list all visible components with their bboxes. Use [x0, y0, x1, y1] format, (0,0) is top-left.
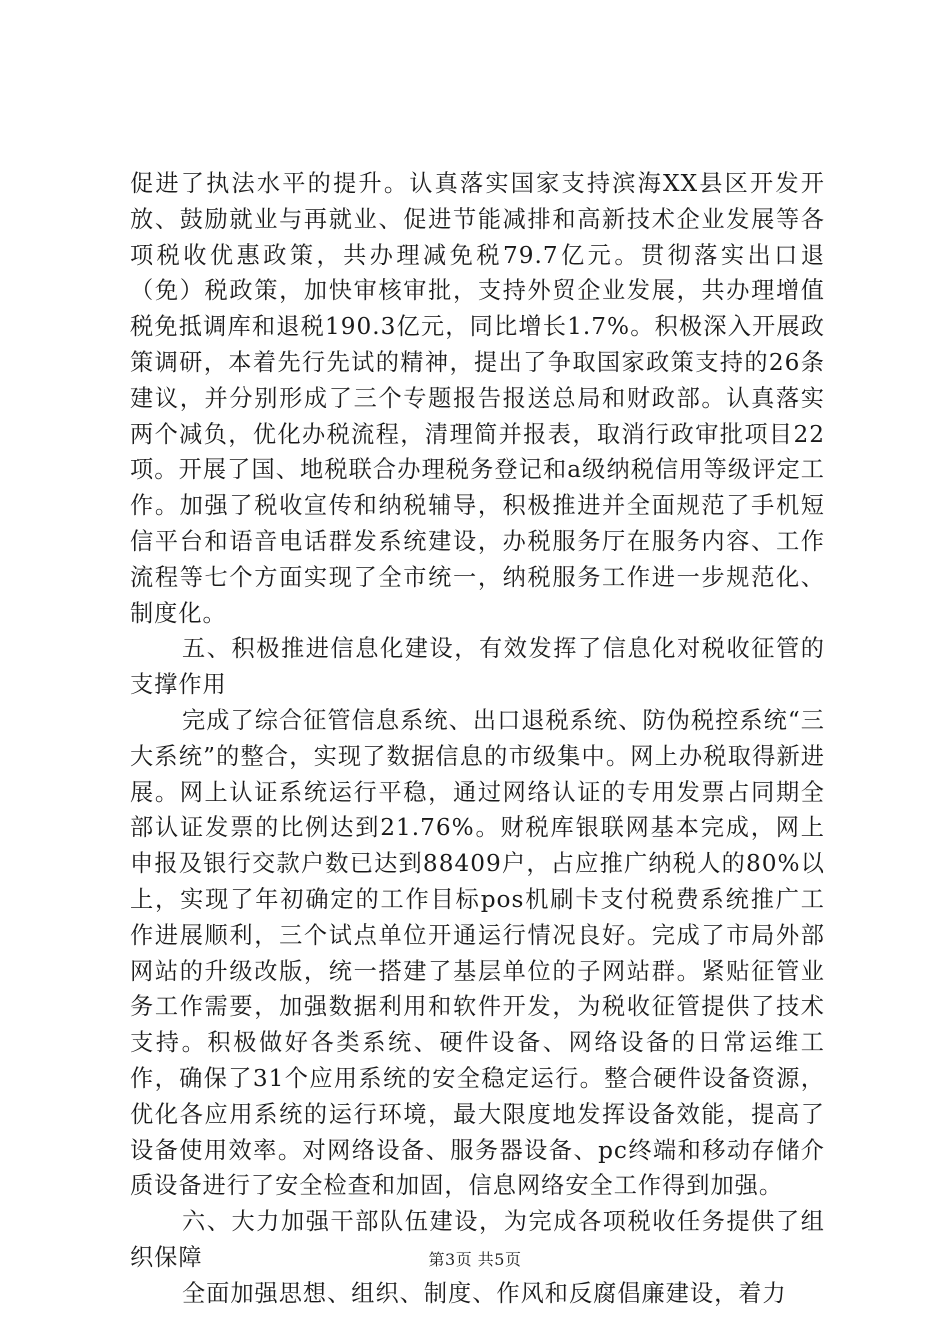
page-number: 第3页: [428, 1250, 473, 1269]
page-footer: [0, 1247, 950, 1270]
paragraph-tax-policy: 促进了执法水平的提升。认真落实国家支持滨海XX县区开发开放、鼓励就业与再就业、促进节能减排和高新技术企业发展等各项税收优惠政策，共办理减免税79.7亿元。贯彻落实出口退（免）税政策，加快审核审批，支持外贸企业发展，共办理增值税免抵调库和退税190.3亿元，同比增长1.7%。积极深入开展政策调研，本着先行先试的精神，提出了争取国家政策支持的26条建议，并分别形成了三个专题报告报送总局和财政部。认真落实两个减负，优化办税流程，清理简并报表，取消行政审批项目22项。开展了国、地税联合办理税务登记和a级纳税信用等级评定工作。加强了税收宣传和纳税辅导，积极推进并全面规范了手机短信平台和语音电话群发系统建设，办税服务厅在服务内容、工作流程等七个方面实现了全市统一，纳税服务工作进一步规范化、制度化。: [130, 170, 825, 627]
section-heading-informatization: 五、积极推进信息化建设，有效发挥了信息化对税收征管的支撑作用: [130, 635, 825, 699]
document-body: [130, 166, 825, 1312]
section-heading-staff-building: 六、大力加强干部队伍建设，为完成各项税收任务提供了组织保障: [130, 1208, 825, 1271]
paragraph-staff-building: 全面加强思想、组织、制度、作风和反腐倡廉建设，着力: [182, 1279, 787, 1307]
page-total: 共5页: [477, 1250, 522, 1269]
paragraph-informatization: 完成了综合征管信息系统、出口退税系统、防伪税控系统“三大系统”的整合，实现了数据信息的市级集中。网上办税取得新进展。网上认证系统运行平稳，通过网络认证的专用发票占同期全部认证发票的比例达到21.76%。财税库银联网基本完成，网上申报及银行交款户数已达到88409户，占应推广纳税人的80%以上，实现了年初确定的工作目标pos机刷卡支付税费系统推广工作进展顺利，三个试点单位开通运行情况良好。完成了市局外部网站的升级改版，统一搭建了基层单位的子网站群。紧贴征管业务工作需要，加强数据利用和软件开发，为税收征管提供了技术支持。积极做好各类系统、硬件设备、网络设备的日常运维工作，确保了31个应用系统的安全稳定运行。整合硬件设备资源，优化各应用系统的运行环境，最大限度地发挥设备效能，提高了设备使用效率。对网络设备、服务器设备、pc终端和移动存储介质设备进行了安全检查和加固，信息网络安全工作得到加强。: [130, 706, 825, 1200]
